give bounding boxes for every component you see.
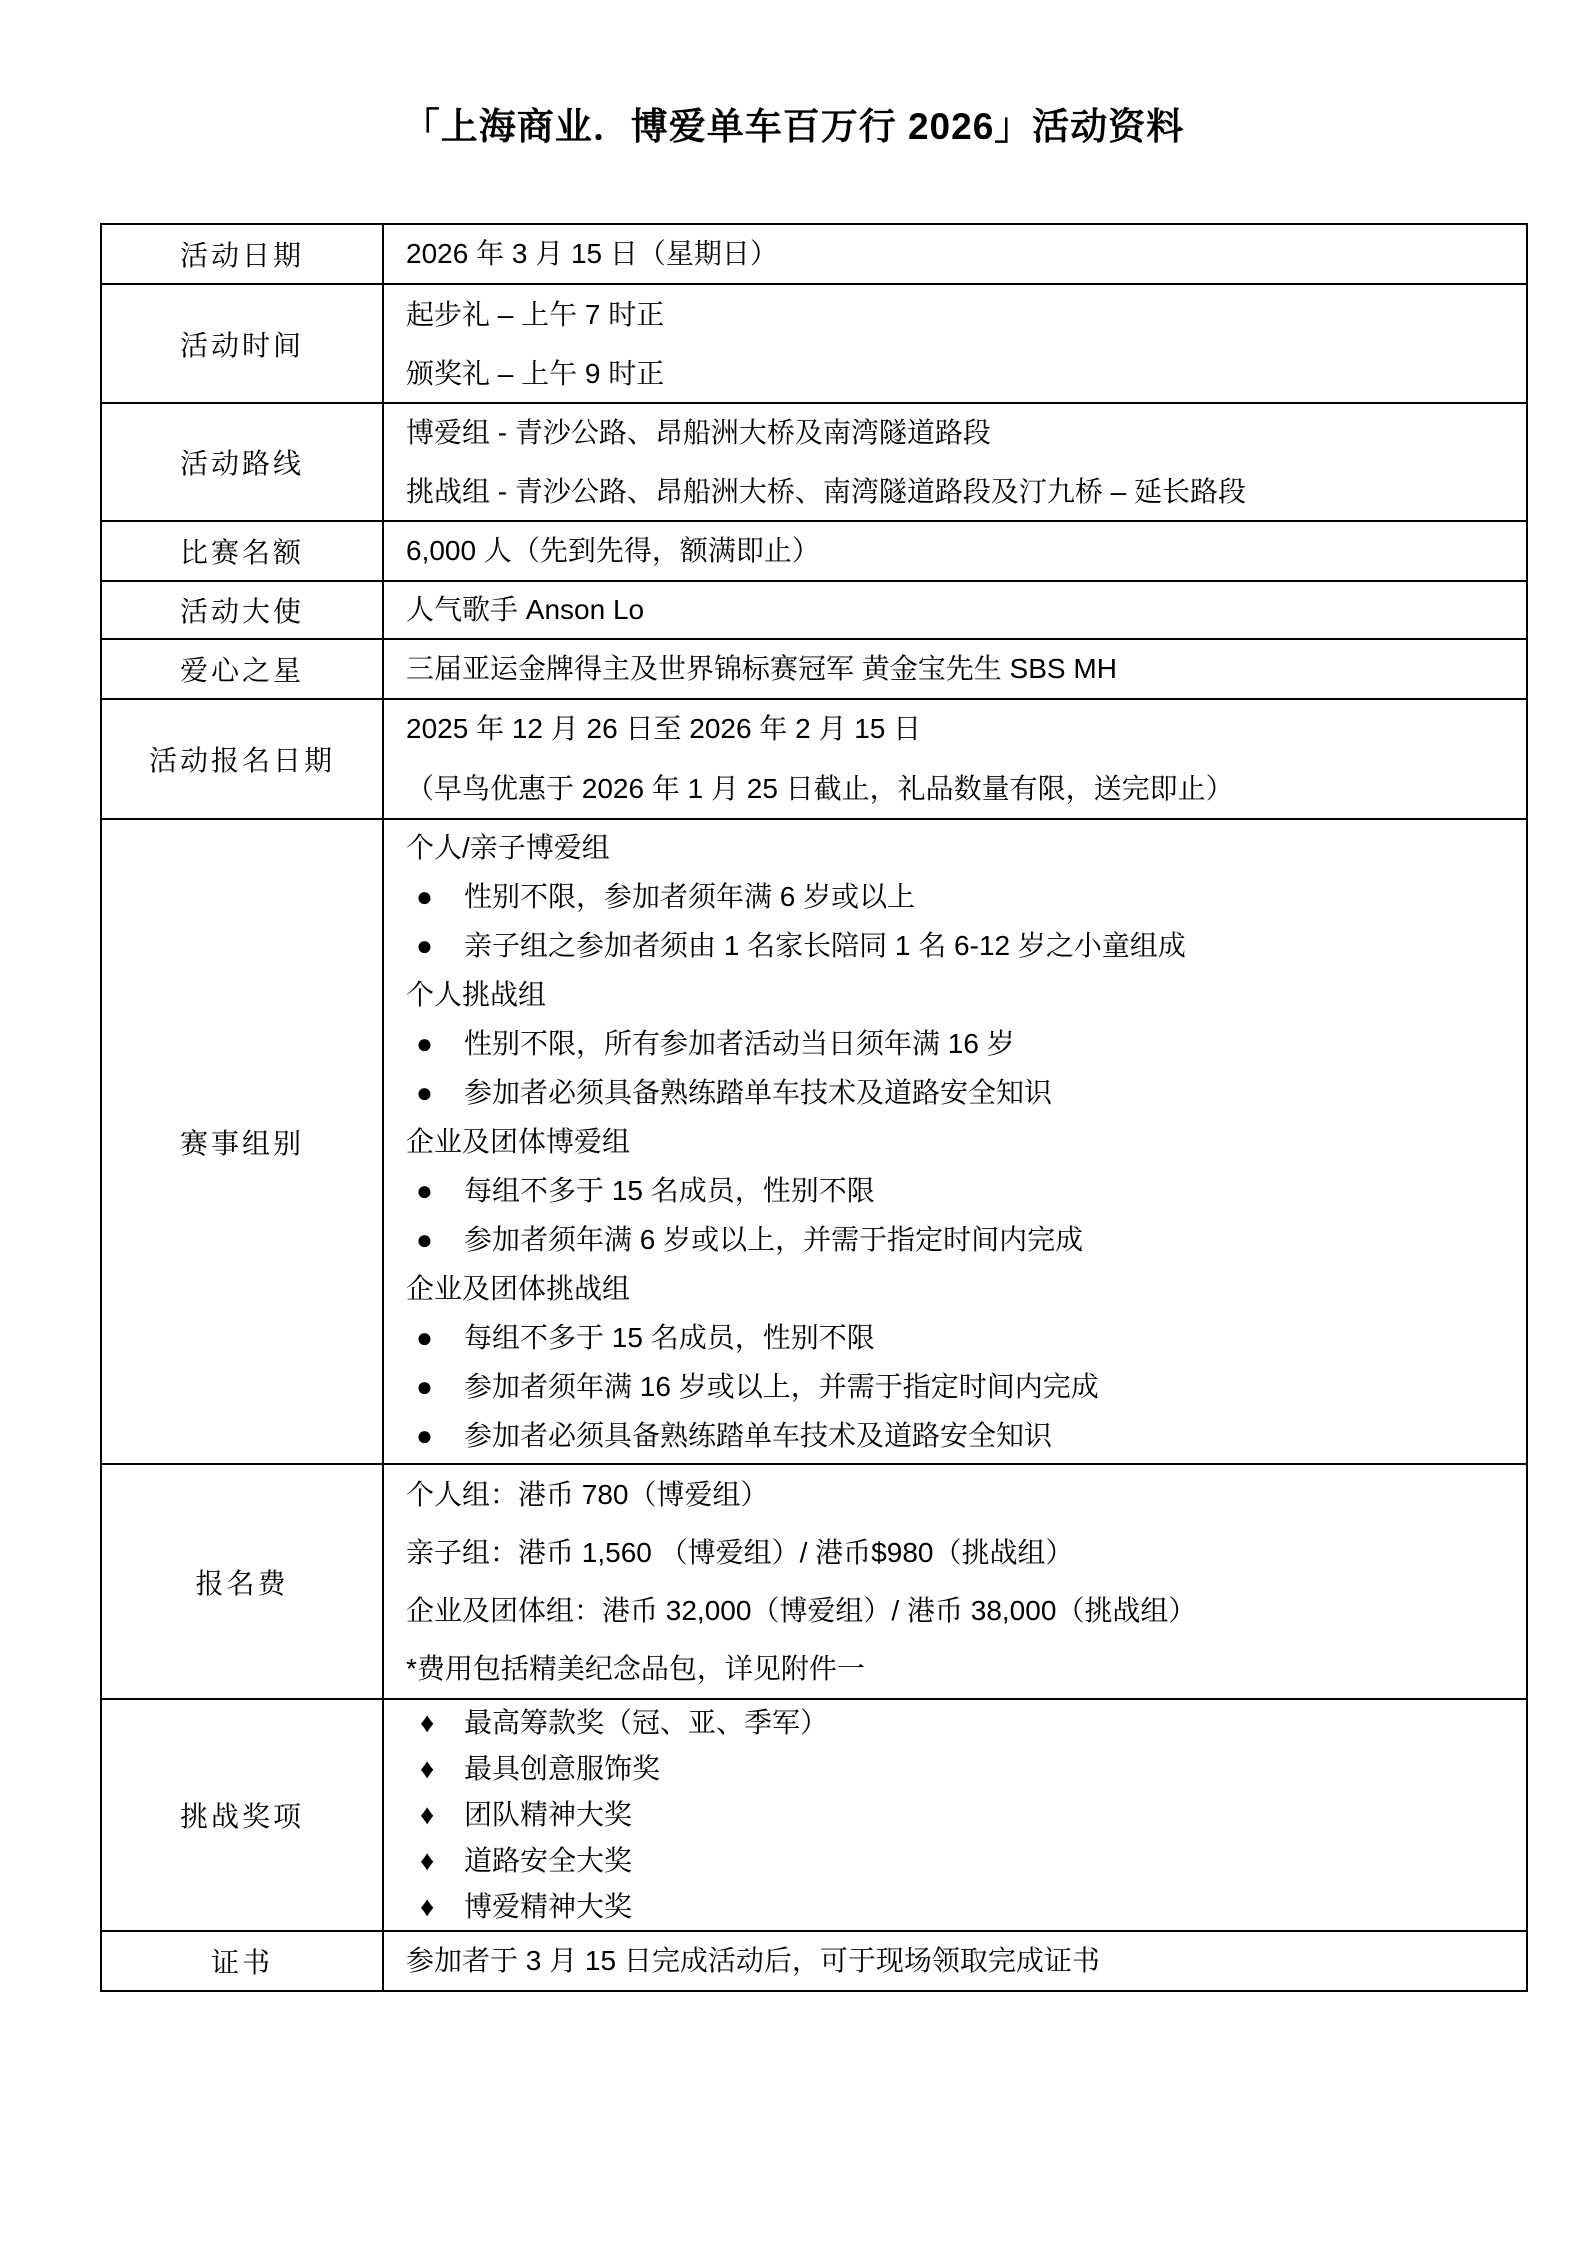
line-text: 博爱精神大奖 [464, 1891, 633, 1922]
row-label: 爱心之星 [179, 655, 304, 686]
row-label-cell [102, 225, 384, 283]
row-label: 挑战奖项 [179, 1801, 304, 1832]
row-label-cell [102, 1465, 384, 1698]
content-line [406, 1411, 1508, 1460]
diamond-bullet-icon: ♦ [420, 1845, 435, 1876]
row-label-cell [102, 1932, 384, 1990]
page-title: 「上海商业．博爱单车百万行 2026」活动资料 [402, 106, 1185, 147]
diamond-bullet-icon: ♦ [420, 1753, 435, 1784]
line-text: 个人/亲子博爱组 [406, 832, 610, 863]
row-label: 活动时间 [179, 329, 304, 361]
row-label: 证书 [210, 1947, 273, 1978]
row-content-cell [384, 640, 1526, 698]
content-line [406, 225, 1508, 283]
line-text: 博爱组 - 青沙公路、昂船洲大桥及南湾隧道路段 [406, 417, 991, 448]
content-line [406, 823, 1508, 872]
content-line [406, 1019, 1508, 1068]
content-line [406, 759, 1508, 818]
event-info-table [100, 223, 1528, 1992]
line-text: 2025 年 12 月 26 日至 2026 年 2 月 15 日 [406, 713, 922, 744]
content-line [406, 700, 1508, 759]
table-row [102, 225, 1526, 285]
table-row [102, 1465, 1526, 1700]
row-label-cell [102, 820, 384, 1463]
line-text: 2026 年 3 月 15 日（星期日） [406, 238, 778, 269]
row-content-cell [384, 1932, 1526, 1990]
table-row [102, 582, 1526, 640]
line-text: 团队精神大奖 [464, 1799, 633, 1830]
row-label-cell [102, 285, 384, 402]
line-text: 企业及团体博爱组 [406, 1126, 631, 1157]
content-line [406, 1640, 1508, 1698]
table-row [102, 820, 1526, 1465]
line-text: 参加者须年满 6 岁或以上，并需于指定时间内完成 [464, 1224, 1084, 1255]
content-line [406, 1746, 1508, 1792]
line-text: 个人组：港币 780（博爱组） [406, 1478, 769, 1510]
row-label: 报名费 [195, 1567, 289, 1599]
content-line [406, 640, 1508, 698]
line-text: 颁奖礼 – 上午 9 时正 [406, 357, 665, 389]
line-text: 企业及团体组：港币 32,000（博爱组）/ 港币 38,000（挑战组） [406, 1594, 1197, 1626]
diamond-bullet-icon: ♦ [420, 1891, 435, 1922]
diamond-bullet-icon: ♦ [420, 1707, 435, 1738]
line-text: 性别不限，所有参加者活动当日须年满 16 岁 [464, 1028, 1015, 1059]
table-row [102, 640, 1526, 700]
row-label: 赛事组别 [179, 1127, 304, 1159]
line-text: 参加者于 3 月 15 日完成活动后，可于现场领取完成证书 [406, 1945, 1100, 1976]
circle-bullet-icon: ● [416, 881, 433, 912]
line-text: 参加者必须具备熟练踏单车技术及道路安全知识 [464, 1420, 1053, 1451]
line-text: 道路安全大奖 [464, 1845, 633, 1876]
content-line [406, 1792, 1508, 1838]
row-content-cell [384, 522, 1526, 580]
row-label-cell [102, 522, 384, 580]
row-label-cell [102, 700, 384, 818]
circle-bullet-icon: ● [416, 1420, 433, 1451]
circle-bullet-icon: ● [416, 1371, 433, 1402]
line-text: （早鸟优惠于 2026 年 1 月 25 日截止，礼品数量有限，送完即止） [406, 773, 1234, 804]
circle-bullet-icon: ● [416, 1322, 433, 1353]
content-line [406, 462, 1508, 520]
table-row [102, 700, 1526, 820]
content-line [406, 1362, 1508, 1411]
line-text: 参加者必须具备熟练踏单车技术及道路安全知识 [464, 1077, 1053, 1108]
table-row [102, 1932, 1526, 1990]
content-line [406, 285, 1508, 344]
table-row [102, 404, 1526, 522]
line-text: 亲子组之参加者须由 1 名家长陪同 1 名 6-12 岁之小童组成 [464, 930, 1186, 961]
line-text: *费用包括精美纪念品包，详见附件一 [406, 1652, 865, 1684]
content-line [406, 872, 1508, 921]
row-label-cell [102, 404, 384, 520]
line-text: 企业及团体挑战组 [406, 1273, 631, 1304]
table-row [102, 522, 1526, 582]
row-label: 活动大使 [179, 596, 304, 627]
row-content-cell [384, 225, 1526, 283]
content-line [406, 970, 1508, 1019]
content-line [406, 1068, 1508, 1117]
content-line [406, 1524, 1508, 1582]
content-line [406, 1932, 1508, 1990]
content-line [406, 921, 1508, 970]
row-label: 活动日期 [179, 240, 304, 271]
row-label-cell [102, 582, 384, 638]
content-line [406, 1700, 1508, 1746]
row-label-cell [102, 640, 384, 698]
circle-bullet-icon: ● [416, 1077, 433, 1108]
line-text: 亲子组：港币 1,560 （博爱组）/ 港币$980（挑战组） [406, 1536, 1074, 1568]
line-text: 起步礼 – 上午 7 时正 [406, 298, 665, 330]
content-line [406, 1215, 1508, 1264]
table-row [102, 285, 1526, 404]
row-content-cell [384, 1465, 1526, 1698]
row-content-cell [384, 582, 1526, 638]
row-label: 活动报名日期 [148, 745, 335, 776]
content-line [406, 582, 1508, 638]
content-line [406, 1264, 1508, 1313]
line-text: 性别不限，参加者须年满 6 岁或以上 [464, 881, 916, 912]
line-text: 参加者须年满 16 岁或以上，并需于指定时间内完成 [464, 1371, 1099, 1402]
line-text: 三届亚运金牌得主及世界锦标赛冠军 黄金宝先生 SBS MH [406, 653, 1117, 684]
circle-bullet-icon: ● [416, 1224, 433, 1255]
line-text: 最高筹款奖（冠、亚、季军） [464, 1707, 829, 1738]
row-label: 比赛名额 [179, 537, 304, 568]
content-line [406, 1582, 1508, 1640]
diamond-bullet-icon: ♦ [420, 1799, 435, 1830]
content-line [406, 522, 1508, 580]
line-text: 6,000 人（先到先得，额满即止） [406, 535, 820, 566]
line-text: 挑战组 - 青沙公路、昂船洲大桥、南湾隧道路段及汀九桥 – 延长路段 [406, 476, 1247, 507]
circle-bullet-icon: ● [416, 1175, 433, 1206]
line-text: 最具创意服饰奖 [464, 1753, 661, 1784]
row-content-cell [384, 285, 1526, 402]
content-line [406, 1166, 1508, 1215]
content-line [406, 1117, 1508, 1166]
content-line [406, 344, 1508, 403]
content-line [406, 1884, 1508, 1930]
table-row [102, 1700, 1526, 1932]
line-text: 个人挑战组 [406, 979, 547, 1010]
line-text: 每组不多于 15 名成员，性别不限 [464, 1175, 875, 1206]
content-line [406, 1313, 1508, 1362]
content-line [406, 404, 1508, 462]
content-line [406, 1838, 1508, 1884]
row-content-cell [384, 1700, 1526, 1930]
line-text: 人气歌手 Anson Lo [406, 594, 645, 625]
row-label: 活动路线 [179, 448, 304, 479]
circle-bullet-icon: ● [416, 1028, 433, 1059]
row-label-cell [102, 1700, 384, 1930]
circle-bullet-icon: ● [416, 930, 433, 961]
row-content-cell [384, 700, 1526, 818]
row-content-cell [384, 820, 1526, 1463]
row-content-cell [384, 404, 1526, 520]
content-line [406, 1466, 1508, 1524]
line-text: 每组不多于 15 名成员，性别不限 [464, 1322, 875, 1353]
